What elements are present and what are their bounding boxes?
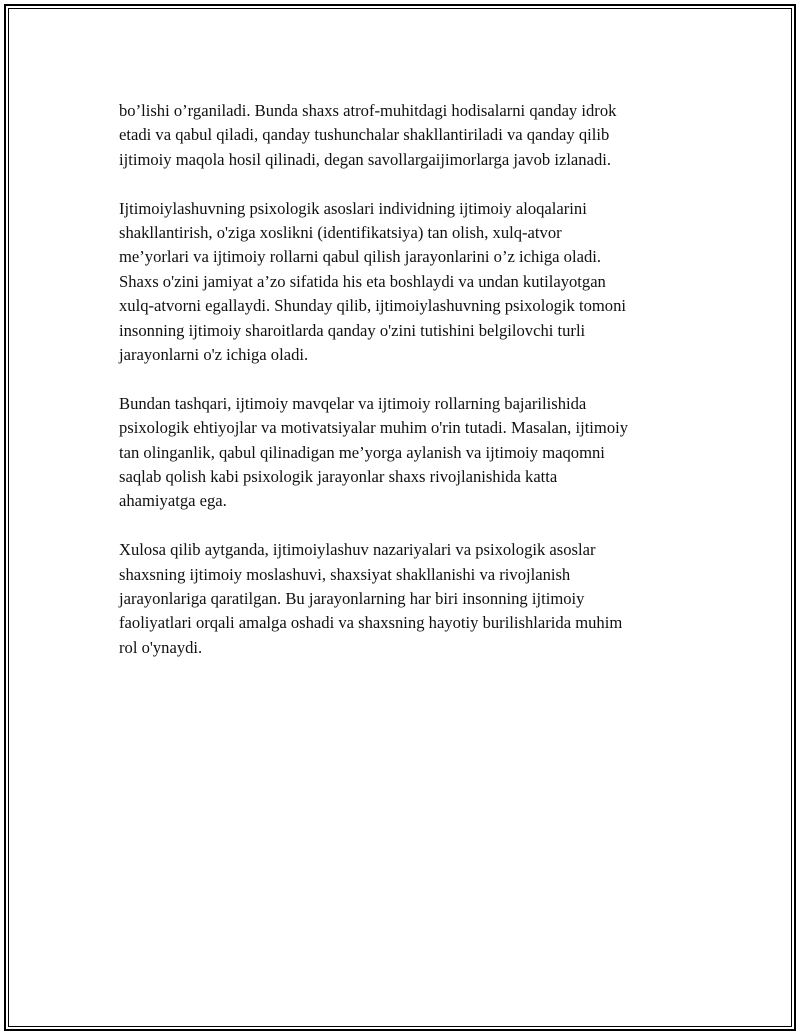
page-border: [4, 4, 796, 1031]
paragraph-2: Ijtimoiylashuvning psixologik asoslari individning ijtimoiy aloqalarini shakllantirish, o'ziga xoslikni (identifikatsiya) tan olish, xulq-atvor me’yorlari va ijtimoiy rollarni qabul qilish jarayonlarini o’z ichiga oladi. Shaxs o'zini jamiyat a’zo sifatida his eta boshlaydi va undan kutilayotgan xulq-atvorni egallaydi. Shunday qilib, ijtimoiylashuvning psixologik tomoni insonning ijtimoiy sharoitlarda qanday o'zini tutishini belgilovchi turli jarayonlarni o'z ichiga oladi.: [119, 198, 627, 365]
paragraph-3: Bundan tashqari, ijtimoiy mavqelar va ijtimoiy rollarning bajarilishida psixologik ehtiyojlar va motivatsiyalar muhim o'rin tutadi. Masalan, ijtimoiy tan olinganlik, qabul qilinadigan me’yorga aylanish va ijtimoiy maqomni saqlab qolish kabi psixologik jarayonlar shaxs rivojlanishida katta ahamiyatga ega.: [119, 393, 629, 511]
paragraph-4: Xulosa qilib aytganda, ijtimoiylashuv nazariyalari va psixologik asoslar shaxsning ijtimoiy moslashuvi, shaxsiyat shakllanishi va rivojlanish jarayonlariga qaratilgan. Bu jarayonlarning har biri insonning ijtimoiy faoliyatlari orqali amalga oshadi va shaxsning hayotiy burilishlarida muhim rol o'ynaydi.: [119, 540, 623, 657]
document-body: [119, 99, 709, 685]
paragraph-1: bo’lishi o’rganiladi. Bunda shaxs atrof-muhitdagi hodisalarni qanday idrok etadi va qabul qiladi, qanday tushunchalar shakllantiriladi va qanday qilib ijtimoiy maqola hosil qilinadi, degan savollargaijimorlarga javob izlanadi.: [119, 101, 617, 169]
